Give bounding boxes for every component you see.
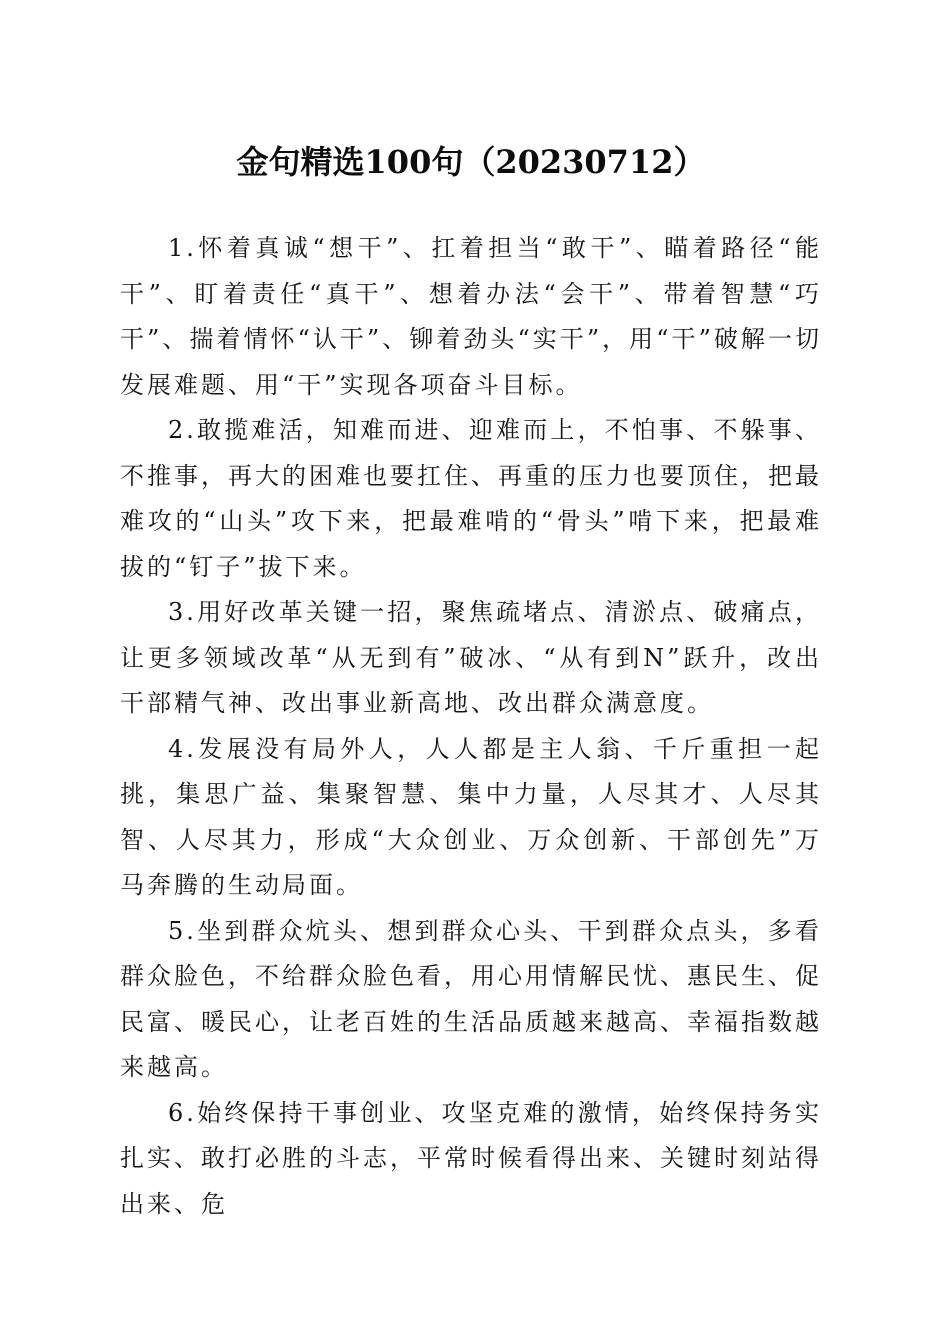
paragraph-3: 3.用好改革关键一招，聚焦疏堵点、清淤点、破痛点，让更多领域改革“从无到有”破冰、“从有到N”跃升，改出干部精气神、改出事业新高地、改出群众满意度。 bbox=[120, 598, 822, 717]
paragraph-1: 1.怀着真诚“想干”、扛着担当“敢干”、瞄着路径“能干”、盯着责任“真干”、想着办法“会干”、带着智慧“巧干”、揣着情怀“认干”、铆着劲头“实干”，用“干”破解一切发展难题、用“干”实现各项奋斗目标。 bbox=[120, 234, 822, 399]
paragraph-5: 5.坐到群众炕头、想到群众心头、干到群众点头，多看群众脸色，不给群众脸色看，用心用情解民忧、惠民生、促民富、暖民心，让老百姓的生活品质越来越高、幸福指数越来越高。 bbox=[120, 916, 822, 1081]
document-body bbox=[120, 226, 822, 1227]
paragraph-2: 2.敢揽难活，知难而进、迎难而上，不怕事、不躲事、不推事，再大的困难也要扛住、再重的压力也要顶住，把最难攻的“山头”攻下来，把最难啃的“骨头”啃下来，把最难拔的“钉子”拔下来。 bbox=[120, 416, 822, 581]
paragraph-6: 6.始终保持干事创业、攻坚克难的激情，始终保持务实扎实、敢打必胜的斗志，平常时候看得出来、关键时刻站得出来、危 bbox=[120, 1098, 822, 1218]
paragraph-4: 4.发展没有局外人，人人都是主人翁、千斤重担一起挑，集思广益、集聚智慧、集中力量，人尽其才、人尽其智、人尽其力，形成“大众创业、万众创新、干部创先”万马奔腾的生动局面。 bbox=[120, 734, 822, 899]
document-title: 金句精选100句（20230712） bbox=[236, 143, 706, 181]
